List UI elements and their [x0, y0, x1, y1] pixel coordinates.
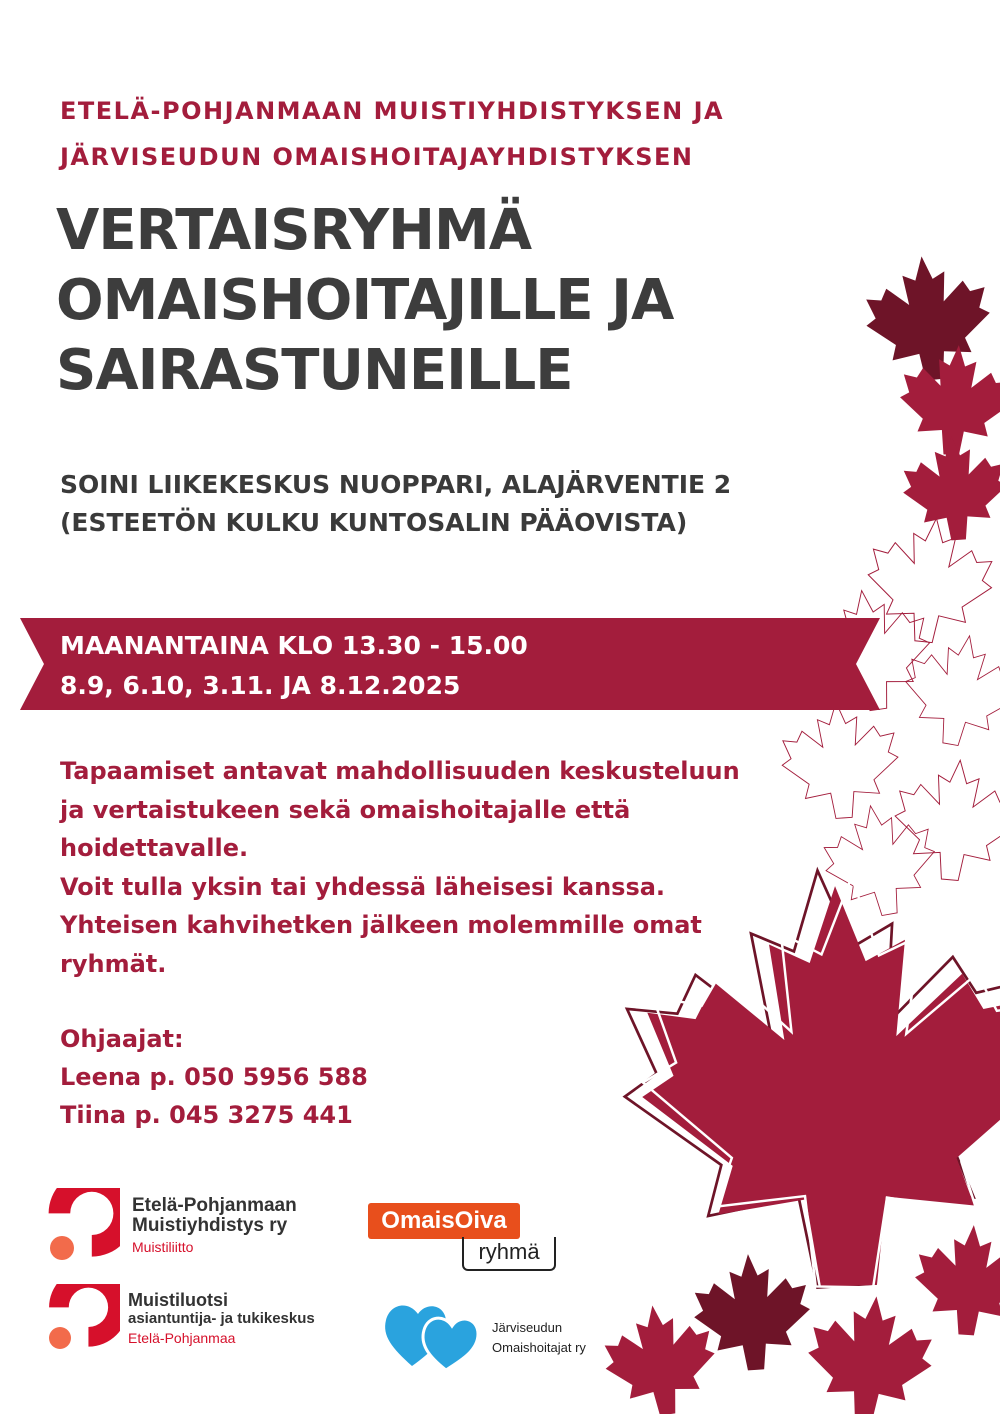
muistiyhdistys-logo [40, 1188, 340, 1266]
schedule-dates: 8.9, 6.10, 3.11. JA 8.12.2025 [60, 671, 461, 700]
organizer-line-2: JÄRVISEUDUN OMAISHOITAJAYHDISTYKSEN [60, 143, 694, 171]
location-note: (ESTEETÖN KULKU KUNTOSALIN PÄÄOVISTA) [60, 508, 688, 537]
description-line: Voit tulla yksin tai yhdessä läheisesi kanssa. [60, 872, 666, 901]
leaf-outline-5 [890, 755, 1000, 885]
poster-title [56, 196, 673, 406]
heart-icon [382, 1296, 482, 1376]
muisti-logo-sub: Muistiliitto [132, 1239, 194, 1255]
luotsi-logo-line-2: asiantuntija- ja tukikeskus [128, 1310, 315, 1327]
description-line: hoidettavalle. [60, 834, 249, 862]
leaf-outline-1 [862, 512, 998, 648]
muisti-logo-line-2: Muistiyhdistys ry [132, 1215, 288, 1236]
leaf-dark-top [860, 250, 996, 386]
title-line-1: VERTAISRYHMÄ [56, 198, 532, 263]
schedule-time: MAANANTAINA KLO 13.30 - 15.00 [60, 631, 528, 660]
muisti-logo-icon [40, 1188, 120, 1266]
title-line-3: SAIRASTUNEILLE [56, 338, 573, 403]
leaf-outline-3 [896, 626, 1000, 753]
contacts [60, 1020, 368, 1134]
muistiluotsi-logo-icon [40, 1284, 120, 1362]
leaf-red-2 [899, 432, 1000, 543]
omaisoiva-ryhma: ryhmä [462, 1237, 556, 1271]
jarviseudun-line-1: Järviseudun [492, 1320, 563, 1335]
contacts-heading: Ohjaajat: [60, 1025, 184, 1053]
muisti-logo-line-1: Etelä-Pohjanmaan [132, 1195, 297, 1216]
leaf-red-1 [896, 341, 1000, 458]
title-line-2: OMAISHOITAJILLE JA [56, 268, 674, 333]
jarviseudun-line-2: Omaishoitajat ry [492, 1340, 586, 1355]
leaf-red-bottom-3 [911, 1221, 1000, 1338]
muistiluotsi-logo [40, 1284, 340, 1362]
leaf-outline-4 [778, 698, 902, 822]
description-line: ja vertaistukeen sekä omaishoitajalle että [60, 795, 631, 824]
luotsi-logo-line-1: Muistiluotsi [128, 1290, 228, 1310]
description-line: Yhteisen kahvihetken jälkeen molemmille omat [60, 911, 702, 939]
description [60, 752, 740, 983]
leaf-red-bottom-2 [802, 1290, 938, 1414]
organizer-line-1: ETELÄ-POHJANMAAN MUISTIYHDISTYKSEN JA [60, 97, 725, 125]
jarviseudun-logo-text [492, 1318, 586, 1358]
luotsi-logo-sub: Etelä-Pohjanmaa [128, 1330, 236, 1346]
contact-tiina: Tiina p. 045 3275 441 [60, 1101, 353, 1129]
location [60, 466, 731, 542]
schedule-banner [20, 618, 880, 710]
description-line: Tapaamiset antavat mahdollisuuden keskusteluun [60, 757, 740, 785]
contact-leena: Leena p. 050 5956 588 [60, 1063, 368, 1091]
omaisoiva-logo: OmaisOiva [368, 1203, 520, 1239]
description-line: ryhmät. [60, 949, 167, 978]
location-address: SOINI LIIKEKESKUS NUOPPARI, ALAJÄRVENTIE 2 [60, 470, 732, 499]
organizers-heading [60, 88, 724, 180]
